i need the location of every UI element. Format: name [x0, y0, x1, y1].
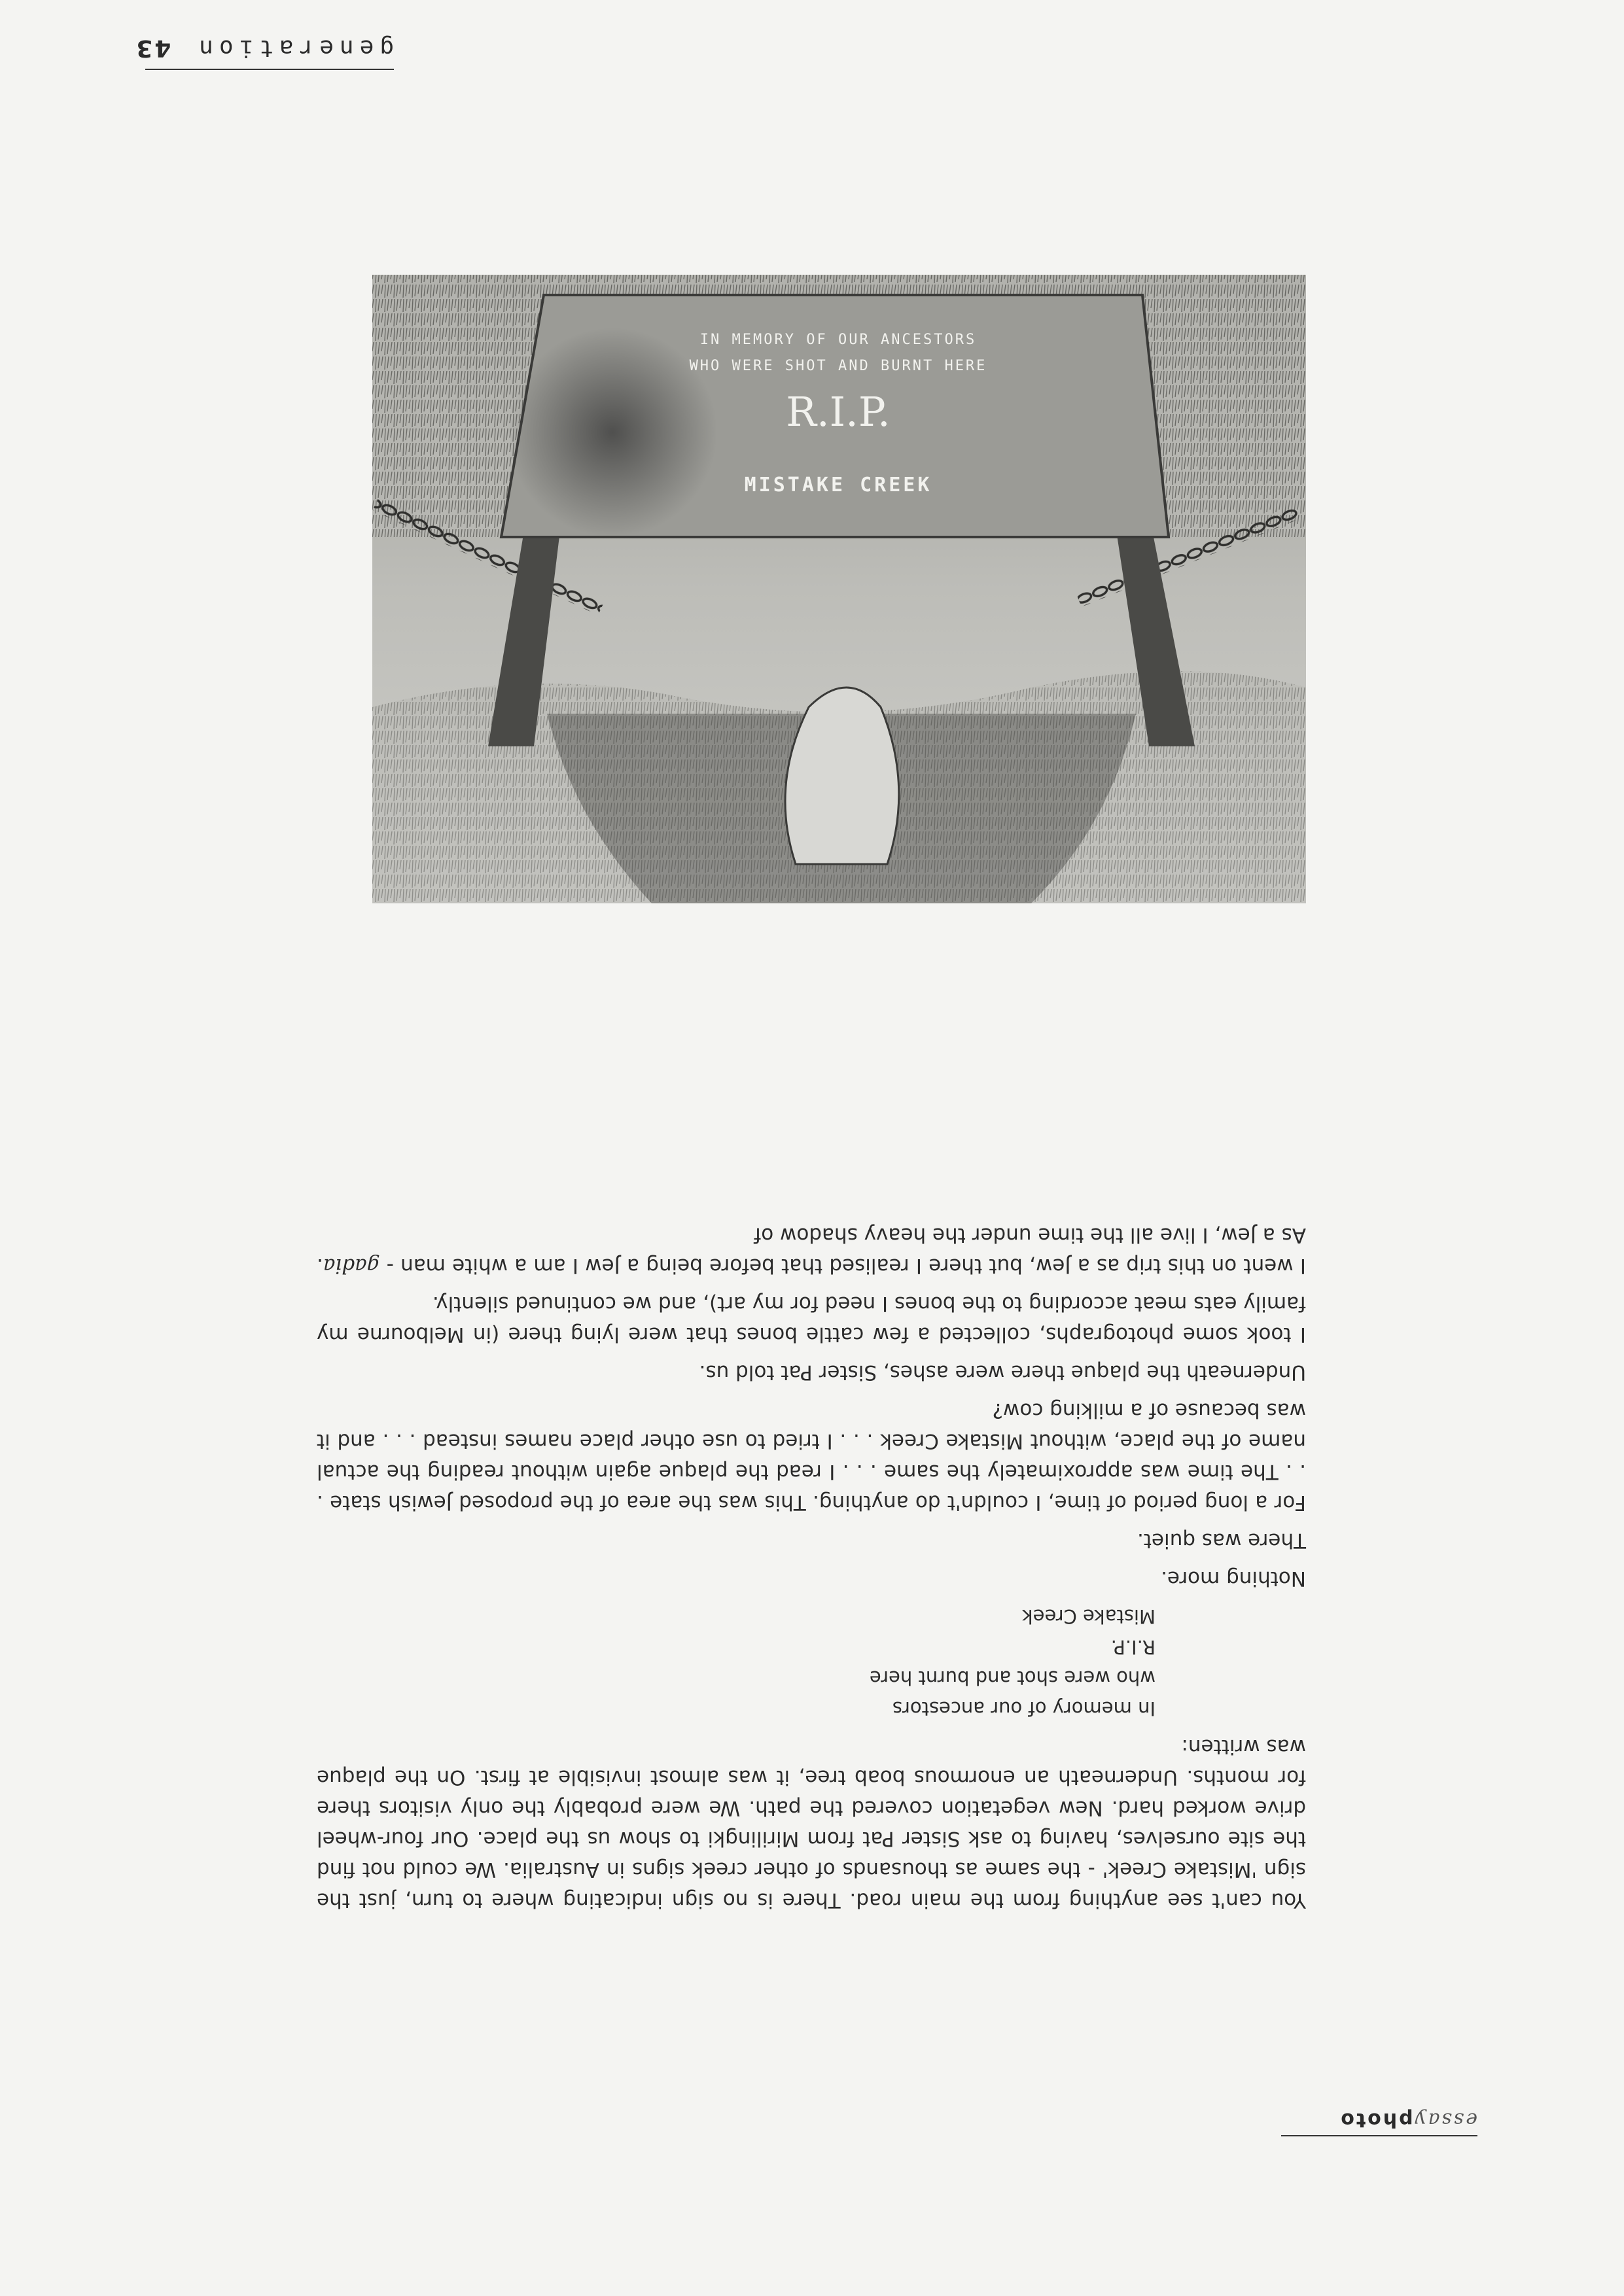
plaque-photograph	[372, 275, 1306, 903]
paragraph-5: Underneath the plaque there were ashes, Sister Pat told us.	[699, 1361, 1306, 1384]
gadia-term: gadia	[323, 1254, 380, 1278]
plaque-line-1: In memory of our ancestors	[892, 1697, 1156, 1720]
plaque-photo-line-1: IN MEMORY OF OUR ANCESTORS	[699, 332, 977, 348]
plaque-line-3: R.I.P.	[1110, 1636, 1156, 1658]
page-number: 43	[134, 35, 171, 61]
section-label-italic: essay	[1413, 2108, 1477, 2131]
paragraph-3: There was quiet.	[1137, 1529, 1306, 1552]
paragraph-7-b: . As a Jew, I live all the time under the heavy shadow of	[317, 1223, 1306, 1278]
plaque-photo-line-3: R.I.P.	[786, 388, 891, 436]
paragraph-2: Nothing more.	[1161, 1567, 1306, 1590]
plaque-inscription	[317, 1601, 1156, 1724]
running-title: generation	[193, 35, 394, 61]
paragraph-7	[317, 1219, 1306, 1281]
section-label	[1339, 2108, 1477, 2131]
plaque-photo-line-4: MISTAKE CREEK	[744, 474, 932, 496]
section-label-bold: photo	[1339, 2108, 1413, 2131]
essay-text	[317, 1219, 1306, 1915]
paragraph-7-a: I went on this trip as a Jew, but there I realised that before being a Jew I am a white man -	[380, 1254, 1306, 1278]
plaque-line-4: Mistake Creek	[1021, 1605, 1156, 1627]
paragraph-1: You can't see anything from the main road. There is no sign indicating where to turn, just the sign 'Mistake Creek' - the same as thousands of other creek signs in Australia. We could not find the site ourselves, having to ask Sister Pat from Mirilingki to show us the place. Our four-wheel drive worked hard. New vegetation covered the path. We were probably the only visitors there for months. Underneath an enormous boab tree, it was almost invisible at first. On the plaque was written:	[317, 1735, 1306, 1912]
photo-dark-blot	[508, 328, 717, 537]
plaque-line-2: who were shot and burnt here	[869, 1667, 1156, 1689]
running-head	[134, 35, 394, 61]
plaque-photo-line-2: WHO WERE SHOT AND BURNT HERE	[689, 358, 987, 374]
paragraph-6: I took some photographs, collected a few cattle bones that were lying there (in Melbourne my family eats meat according to the bones I need for my art), and we continued silently.	[317, 1292, 1306, 1346]
header-rule-right	[145, 69, 394, 70]
header-rule-left	[1281, 2135, 1477, 2136]
paragraph-4: For a long period of time, I couldn't do anything. This was the area of the proposed Jewish state . . . The time was approximately the same . . . I read the plaque again without reading the actual name of the place, without Mistake Creek . . . I tried to use other place names instead . . . and it was because of a milking cow?	[317, 1399, 1306, 1514]
